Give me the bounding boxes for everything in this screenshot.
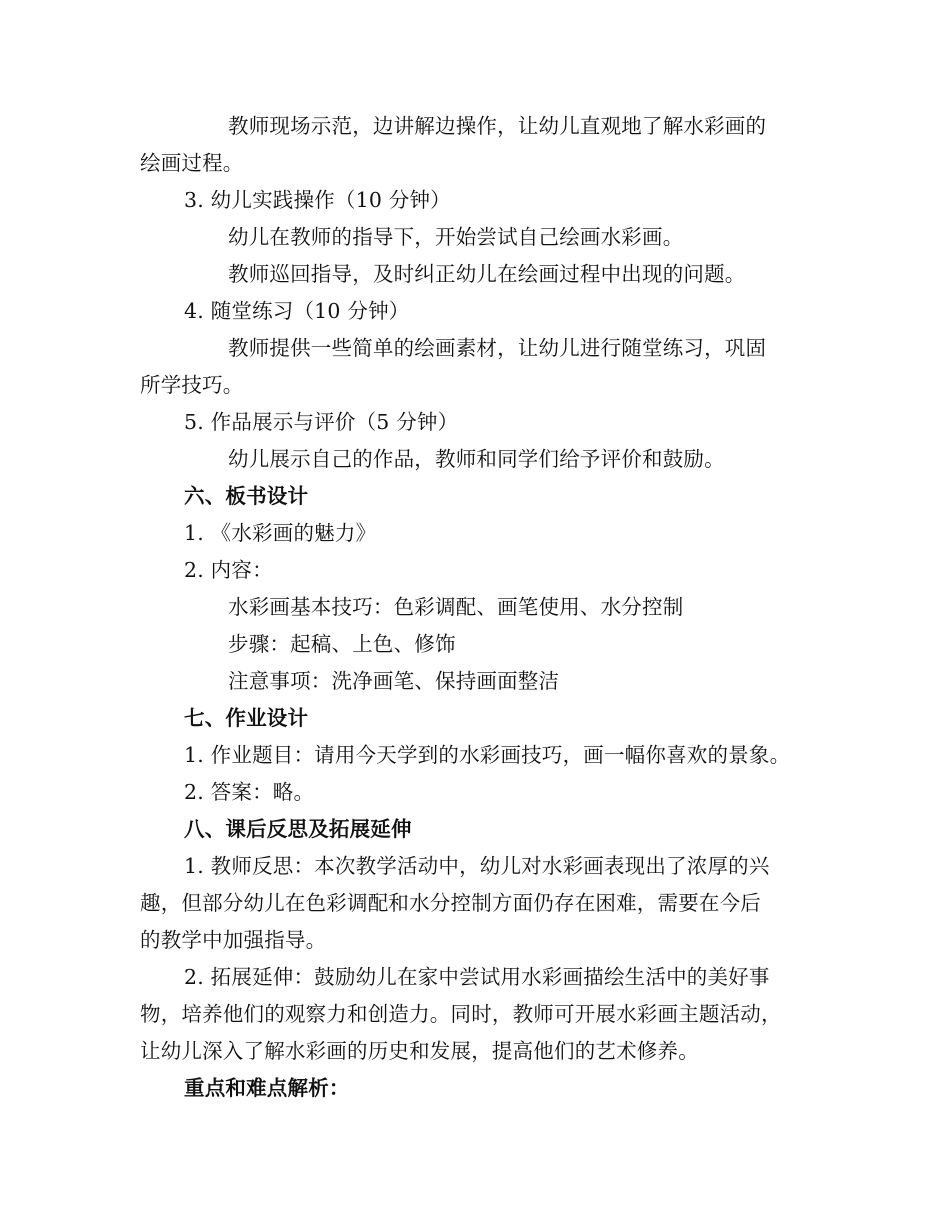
- paragraph-line: 所学技巧。: [140, 373, 244, 397]
- paragraph-line: 步骤：起稿、上色、修饰: [228, 632, 456, 656]
- paragraph-line: 绘画过程。: [140, 151, 244, 175]
- list-item: 2. 内容：: [184, 558, 273, 582]
- paragraph-line: 注意事项：洗净画笔、保持画面整洁: [228, 669, 560, 693]
- paragraph-line: 教师巡回指导，及时纠正幼儿在绘画过程中出现的问题。: [228, 262, 746, 286]
- section-heading: 八、课后反思及拓展延伸: [184, 817, 412, 841]
- paragraph-line: 幼儿展示自己的作品，教师和同学们给予评价和鼓励。: [228, 447, 725, 471]
- paragraph-line: 教师现场示范，边讲解边操作，让幼儿直观地了解水彩画的: [228, 114, 767, 138]
- list-item: 1. 作业题目：请用今天学到的水彩画技巧，画一幅你喜欢的景象。: [184, 743, 791, 767]
- paragraph-line: 物，培养他们的观察力和创造力。同时，教师可开展水彩画主题活动，: [140, 1002, 782, 1026]
- paragraph-line: 教师提供一些简单的绘画素材，让幼儿进行随堂练习，巩固: [228, 336, 767, 360]
- list-item: 4. 随堂练习（10 分钟）: [184, 299, 410, 323]
- section-heading: 重点和难点解析：: [184, 1076, 350, 1100]
- list-item: 1. 《水彩画的魅力》: [184, 521, 377, 545]
- list-item: 3. 幼儿实践操作（10 分钟）: [184, 188, 451, 212]
- paragraph-line: 幼儿在教师的指导下，开始尝试自己绘画水彩画。: [228, 225, 684, 249]
- list-item: 2. 拓展延伸：鼓励幼儿在家中尝试用水彩画描绘生活中的美好事: [184, 965, 770, 989]
- paragraph-line: 的教学中加强指导。: [140, 928, 327, 952]
- list-item: 2. 答案：略。: [184, 780, 315, 804]
- paragraph-line: 让幼儿深入了解水彩画的历史和发展，提高他们的艺术修养。: [140, 1039, 699, 1063]
- list-item: 1. 教师反思：本次教学活动中，幼儿对水彩画表现出了浓厚的兴: [184, 854, 770, 878]
- section-heading: 六、板书设计: [184, 484, 309, 508]
- paragraph-line: 趣，但部分幼儿在色彩调配和水分控制方面仍存在困难，需要在今后: [140, 891, 761, 915]
- paragraph-line: 水彩画基本技巧：色彩调配、画笔使用、水分控制: [228, 595, 684, 619]
- section-heading: 七、作业设计: [184, 706, 309, 730]
- list-item: 5. 作品展示与评价（5 分钟）: [184, 410, 459, 434]
